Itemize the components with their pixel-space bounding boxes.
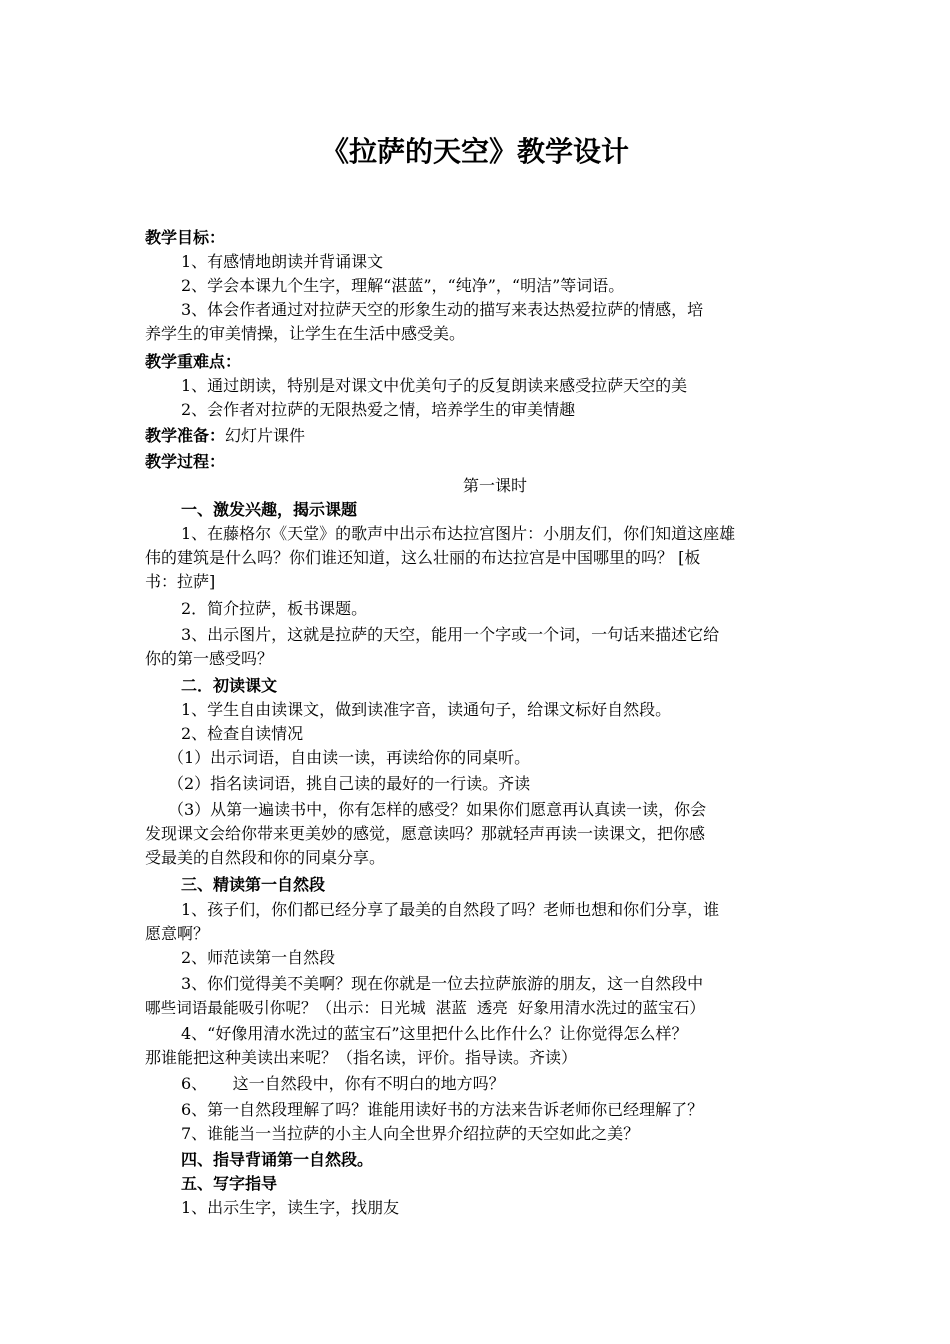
goal-item: 1、有感情地朗读并背诵课文 xyxy=(181,252,384,271)
section-line: 2、师范读第一自然段 xyxy=(181,948,336,967)
section-heading: 一、激发兴趣，揭示课题 xyxy=(181,500,358,519)
section-line: 受最美的自然段和你的同桌分享。 xyxy=(145,848,386,867)
section-heading: 五、写字指导 xyxy=(181,1174,278,1193)
section-line: （2）指名读词语，挑自己读的最好的一行读。齐读 xyxy=(168,774,531,793)
section-line: 1、在藤格尔《天堂》的歌声中出示布达拉宫图片：小朋友们，你们知道这座雄 xyxy=(181,524,736,543)
section-line: 3、你们觉得美不美啊？现在你就是一位去拉萨旅游的朋友，这一自然段中 xyxy=(181,974,704,993)
section-line: 6、 这一自然段中，你有不明白的地方吗？ xyxy=(181,1074,505,1093)
goals-heading: 教学目标： xyxy=(145,228,226,247)
section-line: 那谁能把这种美读出来呢？（指名读，评价。指导读。齐读） xyxy=(145,1048,578,1067)
section-line: 发现课文会给你带来更美妙的感觉，愿意读吗？那就轻声再读一读课文，把你感 xyxy=(145,824,706,843)
section-heading: 四、指导背诵第一自然段。 xyxy=(181,1150,374,1169)
keypoint-item: 1、通过朗读，特别是对课文中优美句子的反复朗读来感受拉萨天空的美 xyxy=(181,376,688,395)
process-heading: 教学过程： xyxy=(145,452,226,471)
prep-line xyxy=(145,424,810,448)
lesson-label: 第一课时 xyxy=(462,476,527,495)
keypoint-item: 2、会作者对拉萨的无限热爱之情，培养学生的审美情趣 xyxy=(181,400,576,419)
section-line: （3）从第一遍读书中，你有怎样的感受？如果你们愿意再认真读一读，你会 xyxy=(168,800,707,819)
section-line: 伟的建筑是什么吗？你们谁还知道，这么壮丽的布达拉宫是中国哪里的吗？ [板 xyxy=(145,548,701,567)
section-line: 你的第一感受吗？ xyxy=(145,649,274,668)
section-line: 2．简介拉萨，板书课题。 xyxy=(181,599,368,618)
goal-item-continued: 养学生的审美情操，让学生在生活中感受美。 xyxy=(145,324,466,343)
section-line: 愿意啊？ xyxy=(145,924,210,943)
prep-heading: 教学准备： xyxy=(145,426,226,445)
document-title: 《拉萨的天空》教学设计 xyxy=(320,135,629,168)
section-line: 7、谁能当一当拉萨的小主人向全世界介绍拉萨的天空如此之美？ xyxy=(181,1124,640,1143)
section-line: 6、第一自然段理解了吗？谁能用读好书的方法来告诉老师你已经理解了？ xyxy=(181,1100,704,1119)
section-heading: 三、精读第一自然段 xyxy=(181,875,326,894)
section-line: 1、出示生字，读生字，找朋友 xyxy=(181,1198,400,1217)
section-heading: 二．初读课文 xyxy=(181,676,278,695)
section-line: 1、学生自由读课文，做到读准字音，读通句子，给课文标好自然段。 xyxy=(181,700,672,719)
goal-item: 2、学会本课九个生字，理解“湛蓝”，“纯净”，“明洁”等词语。 xyxy=(181,276,625,295)
section-line: 1、孩子们，你们都已经分享了最美的自然段了吗？老师也想和你们分享，谁 xyxy=(181,900,720,919)
keypoints-heading: 教学重难点： xyxy=(145,352,242,371)
prep-text: 幻灯片课件 xyxy=(225,426,306,445)
goal-item: 3、体会作者通过对拉萨天空的形象生动的描写来表达热爱拉萨的情感，培 xyxy=(181,300,704,319)
section-line: 2、检查自读情况 xyxy=(181,724,304,743)
section-line: 书：拉萨] xyxy=(145,572,216,591)
section-line: 哪些词语最能吸引你呢？（出示：日光城 湛蓝 透亮 好象用清水洗过的蓝宝石） xyxy=(145,999,705,1017)
section-line: （1）出示词语，自由读一读，再读给你的同桌听。 xyxy=(168,748,531,767)
section-line: 4、“好像用清水洗过的蓝宝石”这里把什么比作什么？让你觉得怎么样？ xyxy=(181,1024,688,1043)
section-line: 3、出示图片，这就是拉萨的天空，能用一个字或一个词，一句话来描述它给 xyxy=(181,625,720,644)
